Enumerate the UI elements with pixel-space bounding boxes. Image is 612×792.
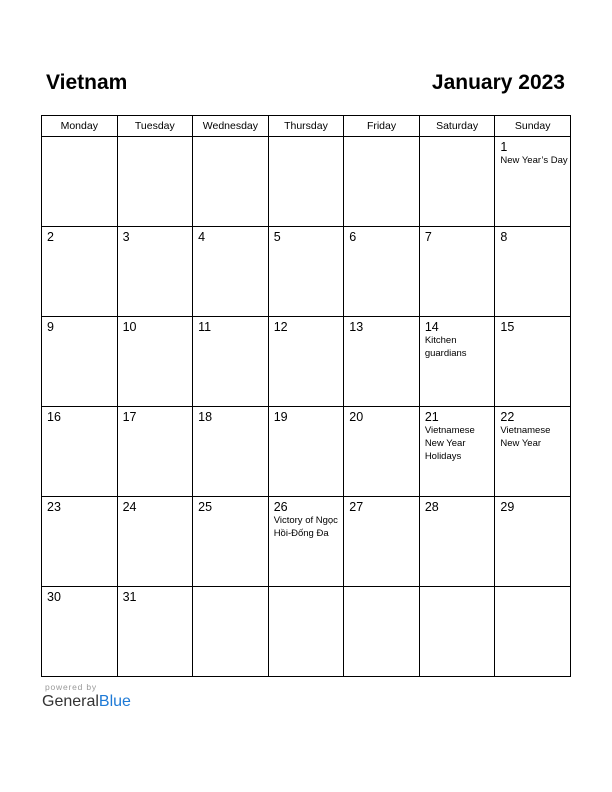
day-cell: [495, 587, 571, 677]
month-year-title: January 2023: [431, 71, 565, 94]
day-number: 20: [349, 410, 364, 424]
day-cell: [419, 317, 495, 407]
day-cell: [344, 137, 420, 227]
day-cell: [344, 407, 420, 497]
day-number: [344, 137, 419, 140]
day-number: 31: [122, 590, 137, 604]
week-row: [42, 587, 571, 677]
day-cell: [419, 227, 495, 317]
powered-by-text: powered by: [45, 682, 97, 692]
day-cell: [42, 227, 118, 317]
day-cell: [117, 227, 193, 317]
day-cell: [193, 587, 269, 677]
day-number: 15: [500, 320, 515, 334]
holiday-label: New Year’s Day: [500, 155, 568, 166]
day-number: 25: [198, 500, 213, 514]
day-number: 30: [47, 590, 61, 604]
day-cell: [344, 587, 420, 677]
logo-blue-text: Blue: [98, 693, 131, 710]
brand-footer: [42, 682, 131, 711]
day-cell: [268, 227, 344, 317]
day-number: 12: [273, 320, 288, 334]
day-number: 10: [122, 320, 137, 334]
day-cell: [495, 227, 571, 317]
day-cell: [419, 407, 495, 497]
day-cell: [495, 317, 571, 407]
day-cell: [117, 317, 193, 407]
day-cell: [117, 137, 193, 227]
day-cell: [268, 587, 344, 677]
day-cell: [419, 497, 495, 587]
day-number: 23: [47, 500, 61, 514]
country-title: Vietnam: [46, 71, 128, 94]
day-number: [269, 587, 344, 590]
day-number: 13: [349, 320, 364, 334]
weekday-monday: Monday: [42, 116, 118, 137]
generalblue-logo: [42, 693, 131, 711]
day-number: 14: [424, 320, 439, 334]
day-number: [495, 587, 570, 590]
weekday-tuesday: Tuesday: [117, 116, 193, 137]
day-number: 8: [500, 230, 508, 244]
day-number: [420, 137, 495, 140]
day-number: [420, 587, 495, 590]
day-cell: [268, 497, 344, 587]
day-cell: [344, 497, 420, 587]
day-cell: [42, 317, 118, 407]
day-number: 16: [47, 410, 61, 424]
day-number: 17: [122, 410, 137, 424]
day-number: 28: [424, 500, 439, 514]
day-cell: [193, 227, 269, 317]
week-row: [42, 497, 571, 587]
day-cell: [419, 587, 495, 677]
day-cell: [42, 497, 118, 587]
day-number: 18: [198, 410, 213, 424]
day-cell: [117, 587, 193, 677]
holiday-label: Victory of Ngọc Hồi-Đống Đa: [273, 515, 338, 539]
day-cell: [42, 137, 118, 227]
day-cell: [117, 407, 193, 497]
week-row: [42, 227, 571, 317]
day-cell: [419, 137, 495, 227]
week-row: [42, 407, 571, 497]
day-number: 7: [424, 230, 432, 244]
day-number: 11: [198, 320, 212, 334]
day-cell: [42, 587, 118, 677]
weekday-friday: Friday: [344, 116, 420, 137]
day-number: [42, 137, 117, 140]
day-number: 26: [273, 500, 288, 514]
day-cell: [344, 227, 420, 317]
day-cell: [495, 137, 571, 227]
day-cell: [193, 317, 269, 407]
weekday-saturday: Saturday: [419, 116, 495, 137]
day-cell: [495, 497, 571, 587]
weekday-sunday: Sunday: [495, 116, 571, 137]
day-cell: [193, 497, 269, 587]
day-cell: [117, 497, 193, 587]
day-number: 22: [500, 410, 515, 424]
day-number: 6: [349, 230, 357, 244]
weekday-thursday: Thursday: [268, 116, 344, 137]
day-cell: [268, 317, 344, 407]
day-cell: [193, 407, 269, 497]
week-row: [42, 317, 571, 407]
day-cell: [268, 407, 344, 497]
day-cell: [42, 407, 118, 497]
weekday-wednesday: Wednesday: [193, 116, 269, 137]
day-number: [269, 137, 344, 140]
day-number: 5: [273, 230, 281, 244]
day-number: [193, 587, 268, 590]
day-number: 19: [273, 410, 288, 424]
holiday-label: Vietnamese New Year: [500, 425, 551, 449]
day-number: 27: [349, 500, 364, 514]
weekday-header-row: [42, 116, 571, 137]
day-cell: [268, 137, 344, 227]
day-cell: [193, 137, 269, 227]
day-cell: [495, 407, 571, 497]
day-number: 1: [500, 140, 508, 154]
logo-general-text: General: [42, 693, 99, 710]
day-number: 24: [122, 500, 137, 514]
week-row: [42, 137, 571, 227]
day-number: [118, 137, 193, 140]
holiday-label: Vietnamese New Year Holidays: [424, 425, 475, 462]
day-number: 21: [424, 410, 439, 424]
calendar-grid: [41, 115, 571, 677]
day-number: 4: [198, 230, 206, 244]
day-number: 3: [122, 230, 130, 244]
day-number: 29: [500, 500, 515, 514]
day-number: 9: [47, 320, 54, 334]
day-number: [193, 137, 268, 140]
holiday-label: Kitchen guardians: [424, 335, 467, 359]
day-number: 2: [47, 230, 54, 244]
day-number: [344, 587, 419, 590]
day-cell: [344, 317, 420, 407]
